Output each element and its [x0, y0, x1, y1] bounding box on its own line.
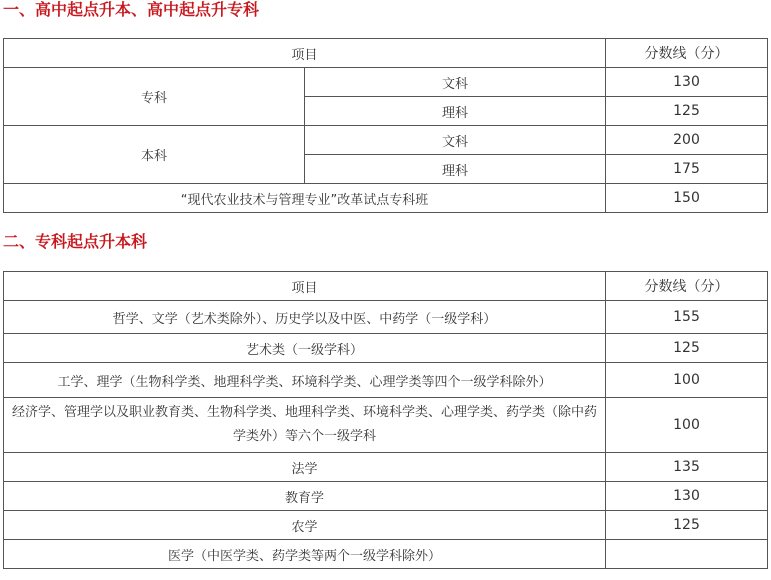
item-cell: 农学	[4, 511, 606, 540]
score-table-2	[3, 271, 768, 569]
table-row	[4, 184, 768, 213]
table-row	[4, 511, 768, 540]
header-item: 项目	[4, 39, 606, 68]
header-score: 分数线（分）	[606, 272, 768, 301]
table-row	[4, 68, 768, 97]
item-cell: 哲学、文学（艺术类除外）、历史学以及中医、中药学（一级学科）	[4, 301, 606, 334]
score-cell: 155	[606, 301, 768, 334]
score-cell: 100	[606, 398, 768, 453]
table-row	[4, 540, 768, 569]
score-cell: 125	[606, 334, 768, 363]
score-cell: 175	[606, 155, 768, 184]
table-row	[4, 482, 768, 511]
table-row	[4, 334, 768, 363]
score-cell: 125	[606, 97, 768, 126]
item-cell: 法学	[4, 453, 606, 482]
table-row	[4, 301, 768, 334]
table-row	[4, 453, 768, 482]
score-cell: 100	[606, 363, 768, 398]
group-label: 本科	[4, 126, 305, 184]
item-cell: 医学（中医学类、药学类等两个一级学科除外）	[4, 540, 606, 569]
item-cell: 工学、理学（生物科学类、地理科学类、环境科学类、心理学类等四个一级学科除外）	[4, 363, 606, 398]
section2-title: 二、专科起点升本科	[3, 232, 148, 251]
header-item: 项目	[4, 272, 606, 301]
score-cell: 200	[606, 126, 768, 155]
subject-cell: 文科	[305, 126, 606, 155]
score-cell: 125	[606, 511, 768, 540]
table-header-row	[4, 39, 768, 68]
item-cell: 教育学	[4, 482, 606, 511]
item-cell: 经济学、管理学以及职业教育类、生物科学类、地理科学类、环境科学类、心理学类、药学类（除中药学类外）等六个一级学科	[4, 398, 606, 453]
subject-cell: 理科	[305, 155, 606, 184]
table-row	[4, 126, 768, 155]
section1-title: 一、高中起点升本、高中起点升专科	[3, 0, 260, 19]
score-cell: 150	[606, 184, 768, 213]
special-label: “现代农业技术与管理专业”改革试点专科班	[4, 184, 606, 213]
table-header-row	[4, 272, 768, 301]
table-row	[4, 398, 768, 453]
subject-cell: 理科	[305, 97, 606, 126]
score-table-1	[3, 38, 768, 213]
subject-cell: 文科	[305, 68, 606, 97]
score-cell: 130	[606, 68, 768, 97]
score-cell	[606, 540, 768, 569]
group-label: 专科	[4, 68, 305, 126]
table-row	[4, 363, 768, 398]
header-score: 分数线（分）	[606, 39, 768, 68]
score-cell: 135	[606, 453, 768, 482]
item-cell: 艺术类（一级学科）	[4, 334, 606, 363]
score-cell: 130	[606, 482, 768, 511]
